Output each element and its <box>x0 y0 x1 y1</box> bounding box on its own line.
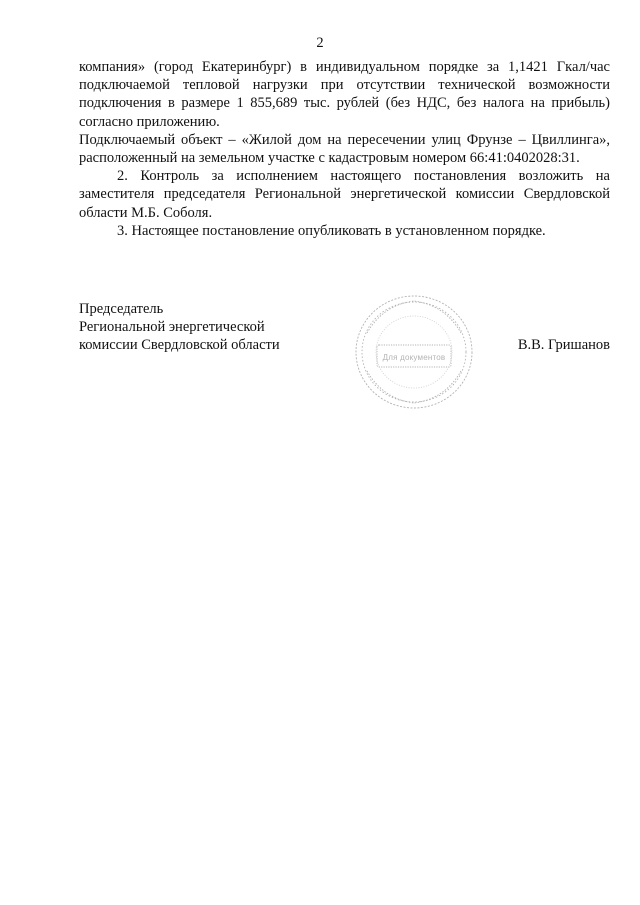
signatory-name: В.В. Гришанов <box>517 337 610 353</box>
official-seal-stamp <box>353 293 475 411</box>
document-body <box>79 58 610 240</box>
paragraph-tariff: компания» (город Екатеринбург) в индивидуальном порядке за 1,1421 Гкал/час подключаемой тепловой нагрузки при отсутствии технической возможности подключения в размере 1 855,689 тыс. рублей (без НДС, без налога на прибыль) согласно приложению. <box>79 59 610 130</box>
paragraph-publish: 3. Настоящее постановление опубликовать в установленном порядке. <box>117 222 546 239</box>
signatory-title-line: комиссии Свердловской области <box>79 337 280 354</box>
signatory-title <box>79 300 379 355</box>
signatory-title-line: Региональной энергетической <box>79 319 265 336</box>
signatory-title-line: Председатель <box>79 301 164 317</box>
paragraph-object: Подключаемый объект – «Жилой дом на пересечении улиц Фрунзе – Цвиллинга», расположенный на земельном участке с кадастровым номером 66:41:0402028:31. <box>79 131 610 167</box>
paragraph-control: 2. Контроль за исполнением настоящего постановления возложить на заместителя председателя Региональной энергетической комиссии Свердловской области М.Б. Соболя. <box>79 168 610 221</box>
stamp-text: Для документов <box>382 353 446 362</box>
page-number: 2 <box>316 35 324 51</box>
